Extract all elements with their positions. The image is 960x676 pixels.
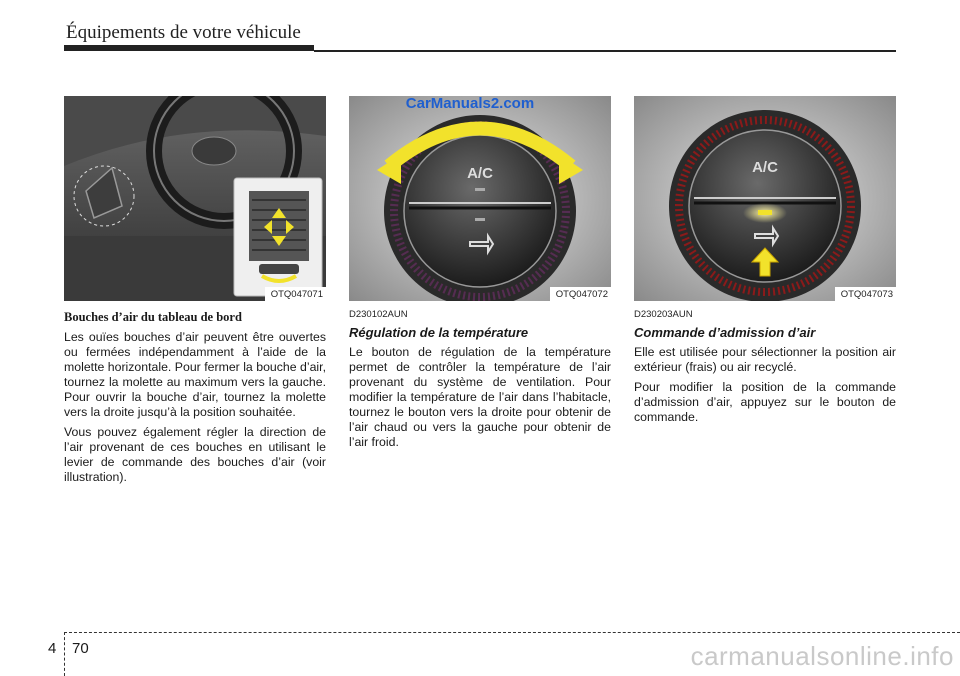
figure-temperature-knob [349,96,611,301]
figure-code: OTQ047072 [550,287,611,301]
header-title: Équipements de votre véhicule [66,22,301,43]
temperature-knob-illustration [349,96,611,301]
paragraph: Le bouton de régulation de la température permet de contrôler la température de l’air provenant du système de ventilation. Pour modifier la température de l’air dans l’habitacle, tournez le bouton vers la droite pour obtenir de l’air chaud ou vers la gauche pour obtenir de l’air froid. [349,345,611,449]
paragraph: Elle est utilisée pour sélectionner la position air extérieur (frais) ou air recyclé. [634,345,896,374]
figure-intake-knob [634,96,896,301]
paragraph: Pour modifier la position de la commande d’admission d’air, appuyez sur le bouton de commande. [634,380,896,424]
section-title: Bouches d’air du tableau de bord [64,310,242,324]
section-title: Régulation de la température [349,325,529,340]
section-code: D230203AUN [634,309,693,320]
footer-divider [64,632,65,676]
footer-watermark: carmanualsonline.info [690,641,954,671]
page-number: 70 [72,640,89,657]
figure-dashboard-vents [64,96,326,301]
paragraph: Les ouïes bouches d’air peuvent être ouvertes ou fermées indépendamment à l’aide de la molette horizontale. Pour fermer la bouche d’air, tournez la molette au maximum vers la gauche. Pour ouvrir la bouche d’air, tournez la molette vers la droite jusqu’à la position souhaitée. [64,330,326,419]
intake-knob-illustration [634,96,896,301]
figure-code: OTQ047071 [265,287,326,301]
dashboard-illustration [64,96,326,301]
header-bar [64,45,314,51]
footer-rule [64,632,960,633]
section-code: D230102AUN [349,309,408,320]
column-temperature [349,96,611,450]
column-air-intake [634,96,896,425]
watermark-text: CarManuals2.com [405,96,535,112]
knob-label-ac: A/C [752,159,778,176]
column-air-vents [64,96,326,485]
header-rule [314,50,896,52]
figure-code: OTQ047073 [835,287,896,301]
paragraph: Vous pouvez également régler la direction de l’air provenant de ces bouches en utilisant le levier de commande des bouches d’air (voir illustration). [64,425,326,484]
section-number: 4 [48,640,57,657]
section-title: Commande d’admission d’air [634,325,816,340]
knob-label-ac: A/C [467,165,493,182]
